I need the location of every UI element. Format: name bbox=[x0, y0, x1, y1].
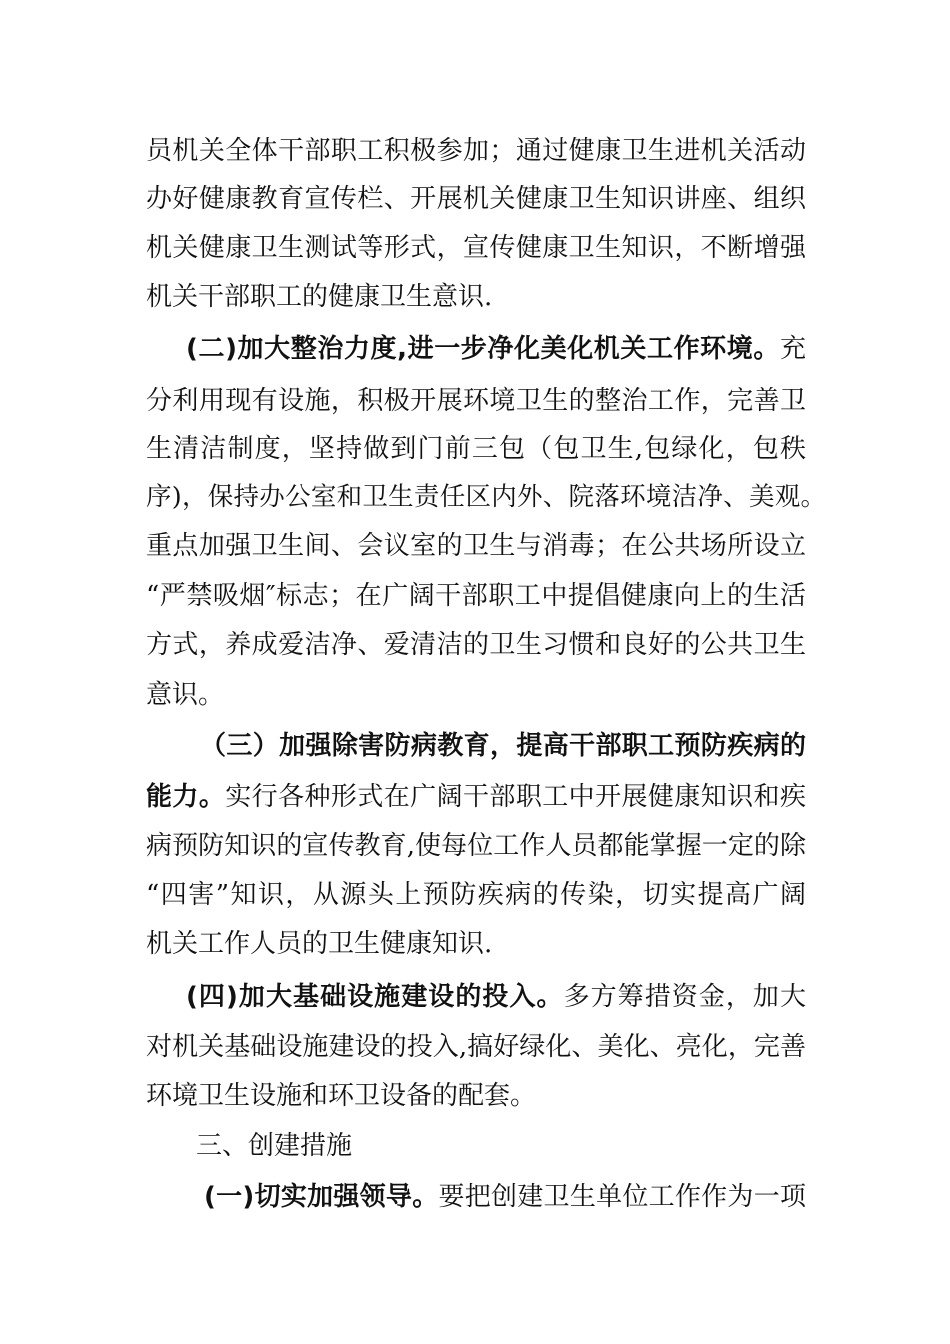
section-heading: (二)加大整治力度,进一步净化美化机关工作环境。 bbox=[186, 334, 780, 364]
section-heading-line: (四)加大基础设施建设的投入。多方筹措资金，加大 bbox=[186, 982, 806, 1012]
section-heading: (四)加大基础设施建设的投入。 bbox=[186, 982, 564, 1012]
text-line: 方式，养成爱洁净、爱清洁的卫生习惯和良好的公共卫生 bbox=[146, 630, 806, 660]
section-heading: (一)切实加强领导。 bbox=[204, 1182, 439, 1212]
text-line: 机关干部职工的健康卫生意识. bbox=[146, 282, 493, 312]
text-line: 对机关基础设施建设的投入,搞好绿化、美化、亮化，完善 bbox=[146, 1032, 806, 1062]
text-line: “严禁吸烟″标志；在广阔干部职工中提倡健康向上的生活 bbox=[146, 581, 806, 611]
section-heading: （三）加强除害防病教育，提高干部职工预防疾病的 bbox=[200, 731, 806, 761]
chapter-heading: 三、创建措施 bbox=[196, 1131, 353, 1161]
text-line: 意识。 bbox=[146, 680, 225, 710]
section-heading: 能力。 bbox=[146, 782, 226, 812]
text-line: 员机关全体干部职工积极参加；通过健康卫生进机关活动 bbox=[146, 136, 806, 166]
section-heading-line: 能力。实行各种形式在广阔干部职工中开展健康知识和疾 bbox=[146, 782, 806, 812]
text-line: 机关工作人员的卫生健康知识. bbox=[146, 929, 493, 959]
text-line: “四害”知识，从源头上预防疾病的传染，切实提高广阔 bbox=[146, 880, 806, 910]
text-line: 生清洁制度，坚持做到门前三包（包卫生,包绿化，包秩 bbox=[146, 434, 806, 464]
text-line: 机关健康卫生测试等形式，宣传健康卫生知识，不断增强 bbox=[146, 233, 806, 263]
text-line: 病预防知识的宣传教育,使每位工作人员都能掌握一定的除 bbox=[146, 831, 806, 861]
text-line: 重点加强卫生间、会议室的卫生与消毒；在公共场所设立 bbox=[146, 531, 806, 561]
text-line: 序)，保持办公室和卫生责任区内外、院落环境洁净、美观。 bbox=[146, 482, 826, 512]
text-line: 分利用现有设施，积极开展环境卫生的整治工作，完善卫 bbox=[146, 386, 806, 416]
section-heading-line: (二)加大整治力度,进一步净化美化机关工作环境。充 bbox=[186, 334, 806, 364]
text-line: 办好健康教育宣传栏、开展机关健康卫生知识讲座、组织 bbox=[146, 184, 806, 214]
section-heading-line: (一)切实加强领导。要把创建卫生单位工作作为一项 bbox=[204, 1182, 806, 1212]
section-heading-line bbox=[200, 726, 806, 766]
text-line: 环境卫生设施和环卫设备的配套。 bbox=[146, 1081, 537, 1111]
